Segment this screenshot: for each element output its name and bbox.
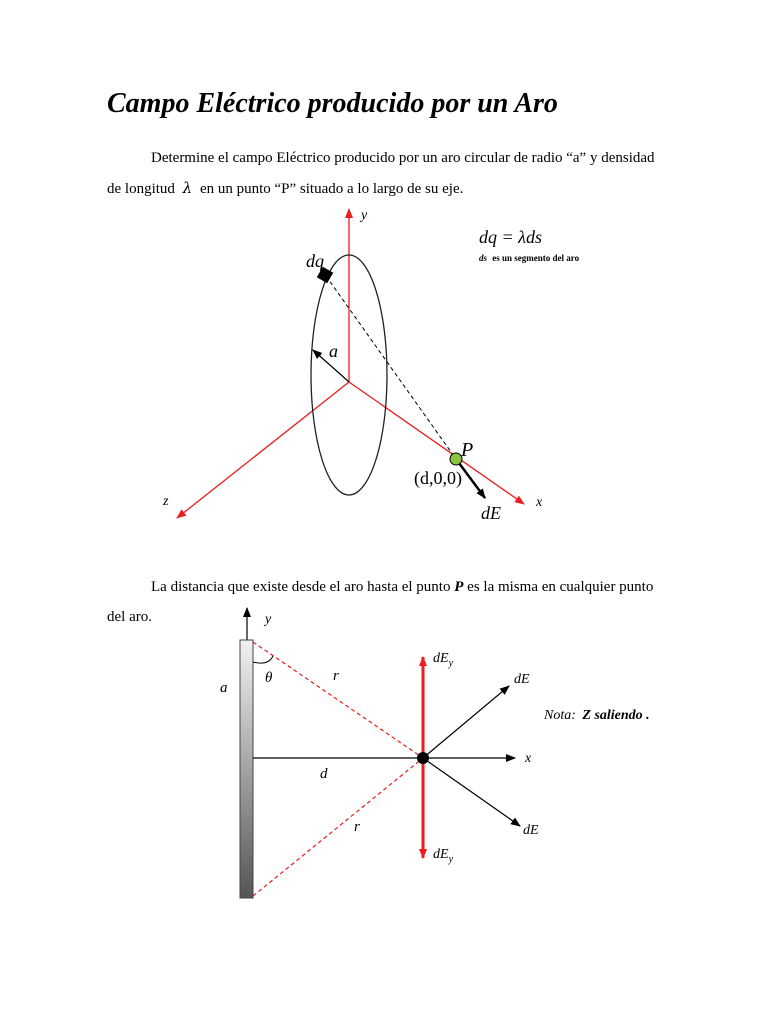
z-axis-label: z [163,494,169,509]
paragraph2-text-after: es la misma en cualquier punto del aro. [107,579,654,625]
x-axis-label: x [536,495,543,510]
dq-to-p-line [326,276,456,459]
point-coords-label: (d,0,0) [414,468,462,488]
dE-upper-vector [423,686,509,758]
dEy-bottom-main: dE [433,847,449,862]
field-point [417,752,429,764]
r-line-bottom [253,758,423,896]
r-top-label: r [333,668,339,684]
z-note-text: Z saliendo . [582,708,650,723]
y-axis-label-2: y [265,612,272,627]
lambda-symbol: λ [182,179,193,197]
z-note-label: Nota: [544,708,576,723]
dEy-bottom-label [433,847,454,865]
dE-label: dE [481,503,501,523]
ds-note-text: es un segmento del aro [492,253,580,263]
dE-lower-label: dE [523,823,539,838]
ds-note-var: ds [479,253,488,263]
radius-label: a [329,341,338,361]
dEy-top-label [433,651,454,669]
dEy-top-main: dE [433,651,449,666]
ring-edge-bar [240,640,253,898]
radius-label-2: a [220,680,228,696]
z-note [543,708,650,723]
dEy-bottom-sub: y [448,854,454,865]
ds-note [479,253,580,263]
side-view-figure [0,600,768,910]
dE-lower-vector [423,758,520,826]
dE-upper-label: dE [514,672,530,687]
dq-label: dq [306,251,324,271]
x-axis-label-2: x [525,751,532,766]
ring-3d-figure [0,195,768,535]
r-bottom-label: r [354,819,360,835]
r-line-top [253,642,423,758]
paragraph1-text-after: en un punto “P” situado a lo largo de su eje. [199,181,464,197]
y-axis-label: y [361,208,368,223]
paragraph1-text-before: Determine el campo Eléctrico producido por un aro circular de radio “a” y densidad de longitud [107,150,655,197]
point-p-label: P [461,439,474,461]
theta-arc [253,656,273,663]
page-title: Campo Eléctrico producido por un Aro [107,88,558,119]
theta-label: θ [265,670,273,686]
dq-equation: dq = λds [479,227,542,247]
paragraph2-emphasis: P [454,579,464,595]
z-axis [177,382,349,518]
paragraph2-text-before: La distancia que existe desde el aro hasta el punto [151,579,451,595]
d-label: d [320,766,328,782]
dEy-top-sub: y [448,658,454,669]
